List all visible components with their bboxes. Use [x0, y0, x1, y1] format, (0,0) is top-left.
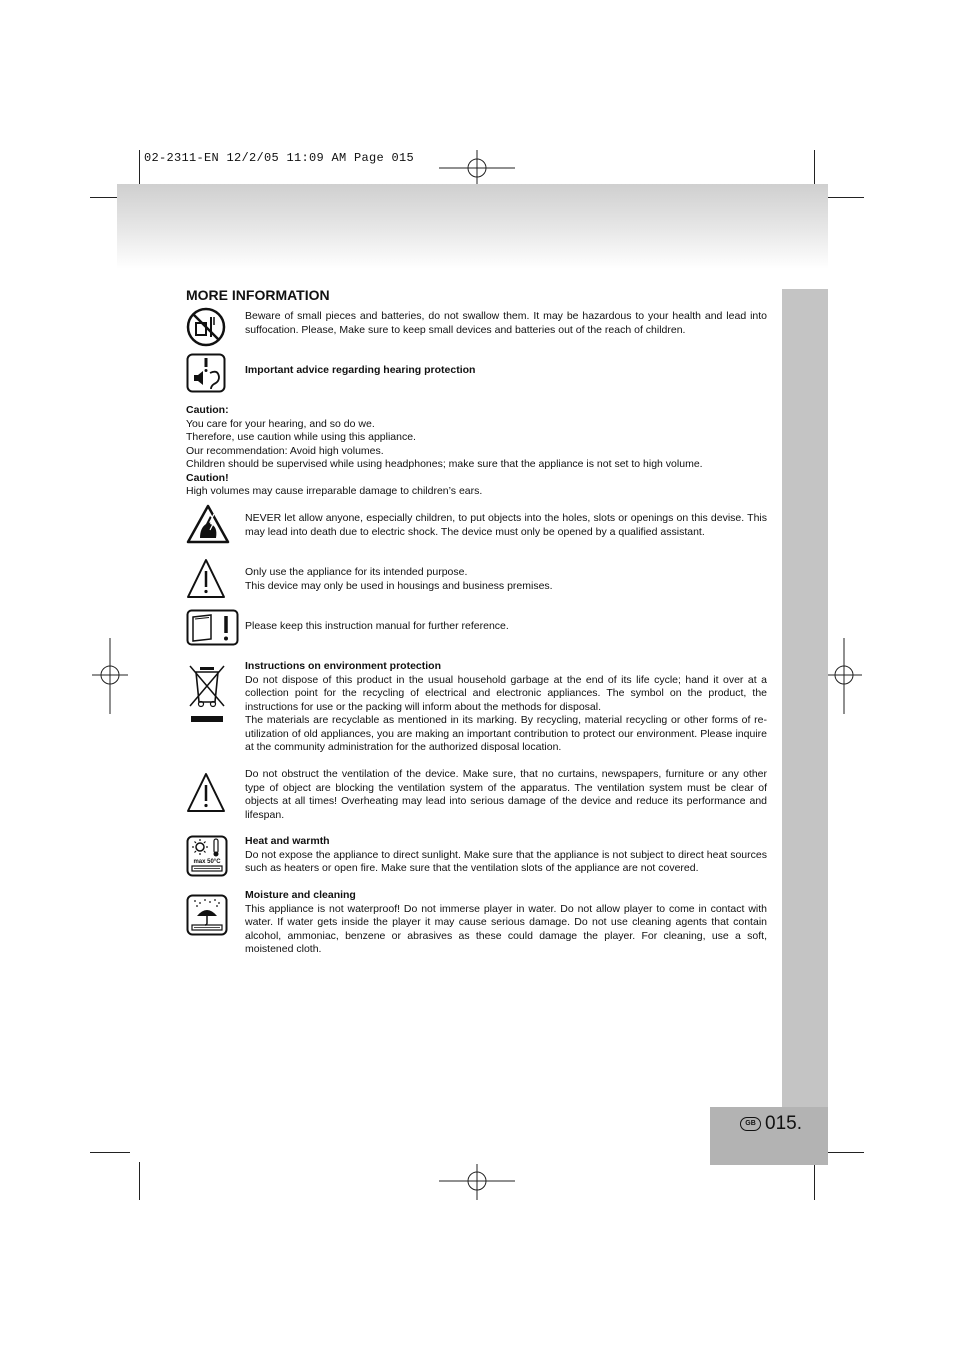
- moisture-text: [245, 889, 767, 957]
- caution-block: [186, 404, 766, 499]
- registration-mark-right: [824, 636, 864, 716]
- electric-shock-warning-icon: [186, 504, 230, 544]
- crop-mark-top-right-h: [824, 197, 864, 198]
- heat-text: [245, 835, 767, 876]
- registration-mark-left: [90, 636, 130, 716]
- moisture-paragraph: This appliance is not waterproof! Do not immerse player in water. Do not allow player to come in contact with water. If water gets inside the player it may cause serious damage. Do not use cleaning agents that contain alcohol, ammoniac, benzene or abrasives as these could damage the player. For cleaning, use a soft, moistened cloth.: [245, 902, 767, 955]
- side-gray-band: [782, 289, 828, 1107]
- language-badge: GB: [740, 1117, 761, 1131]
- crop-mark-top-left-v: [139, 150, 140, 186]
- heat-icon-label: max 50°C: [193, 859, 221, 865]
- hearing-heading: Important advice regarding hearing protection: [245, 364, 476, 376]
- purpose-line: This device may only be used in housings and business premises.: [245, 579, 553, 592]
- crop-mark-top-right-v: [814, 150, 815, 186]
- printer-slug: 02-2311-EN 12/2/05 11:09 AM Page 015: [144, 151, 415, 165]
- caution-line: You care for your hearing, and so do we.: [186, 417, 375, 430]
- registration-mark-top: [437, 148, 517, 188]
- manual-book-icon: [186, 609, 239, 646]
- shock-text: NEVER let allow anyone, especially children, to put objects into the holes, slots or openings on this devise. This may lead into death due to electric shock. The device must only be opened by a qualified assistant.: [245, 512, 767, 538]
- environment-paragraph: Do not dispose of this product in the usual household garbage at the end of its life cycle; hand it over at a collection point for the recycling of electrical and electronic appliances. The symbol on the product, the instructions for use or the packing will inform about the methods for disposal.: [245, 673, 767, 713]
- no-swallow-icon: [186, 307, 226, 347]
- caution-line: High volumes may cause irreparable damage to children’s ears.: [186, 485, 483, 497]
- purpose-line: Only use the appliance for its intended purpose.: [245, 566, 468, 578]
- crop-mark-bottom-right-h: [824, 1152, 864, 1153]
- header-gradient-band: [117, 184, 828, 269]
- moisture-warning-icon: [186, 894, 228, 936]
- weee-bin-icon: [186, 662, 228, 726]
- hearing-warning-icon: [186, 353, 226, 393]
- environment-paragraph: The materials are recyclable as mentioned in its marking. By recycling, material recycling or other forms of re-utilization of old appliances, you are making an important contribution to protect our environment. Please inquire at the community administration for the authorized disposal location.: [245, 714, 767, 753]
- environment-heading: Instructions on environment protection: [245, 660, 442, 672]
- caution-label: Caution:: [186, 404, 229, 416]
- heat-paragraph: Do not expose the appliance to direct sunlight. Make sure that the appliance is not subject to direct heat sources such as heaters or open fire. Make sure that the ventilation slots of the appliance are not covered.: [245, 848, 767, 874]
- section-title: MORE INFORMATION: [186, 287, 330, 303]
- small-parts-text: Beware of small pieces and batteries, do not swallow them. It may be hazardous to your health and lead into suffocation. Please, Make sure to keep small devices and batteries out of the reach of children.: [245, 310, 767, 336]
- manual-text: Please keep this instruction manual for further reference.: [245, 620, 509, 632]
- moisture-heading: Moisture and cleaning: [245, 889, 356, 901]
- caution-triangle-icon: [186, 772, 226, 814]
- caution-line: Therefore, use caution while using this appliance.: [186, 431, 416, 443]
- registration-mark-bottom: [437, 1162, 517, 1202]
- ventilation-text: Do not obstruct the ventilation of the device. Make sure, that no curtains, newspapers, furniture or any other type of object are blocking the ventilation system of the apparatus. The ventilation system must be clear of objects at all times! Overheating may lead into serious damage of the device and reduce its performance and lifespan.: [245, 768, 767, 821]
- heat-warning-icon: [186, 835, 228, 877]
- crop-mark-bottom-right-v: [814, 1162, 815, 1200]
- environment-text: [245, 660, 767, 755]
- purpose-text: [245, 566, 767, 593]
- caution-line: Children should be supervised while using headphones; make sure that the appliance is not set to high volume.: [186, 458, 703, 470]
- page-number: 015.: [765, 1113, 802, 1134]
- heat-heading: Heat and warmth: [245, 835, 330, 847]
- caution-line: Our recommendation: Avoid high volumes.: [186, 444, 384, 457]
- caution-triangle-icon: [186, 558, 226, 600]
- caution-label: Caution!: [186, 471, 229, 484]
- crop-mark-bottom-left-h: [90, 1152, 130, 1153]
- crop-mark-bottom-left-v: [139, 1162, 140, 1200]
